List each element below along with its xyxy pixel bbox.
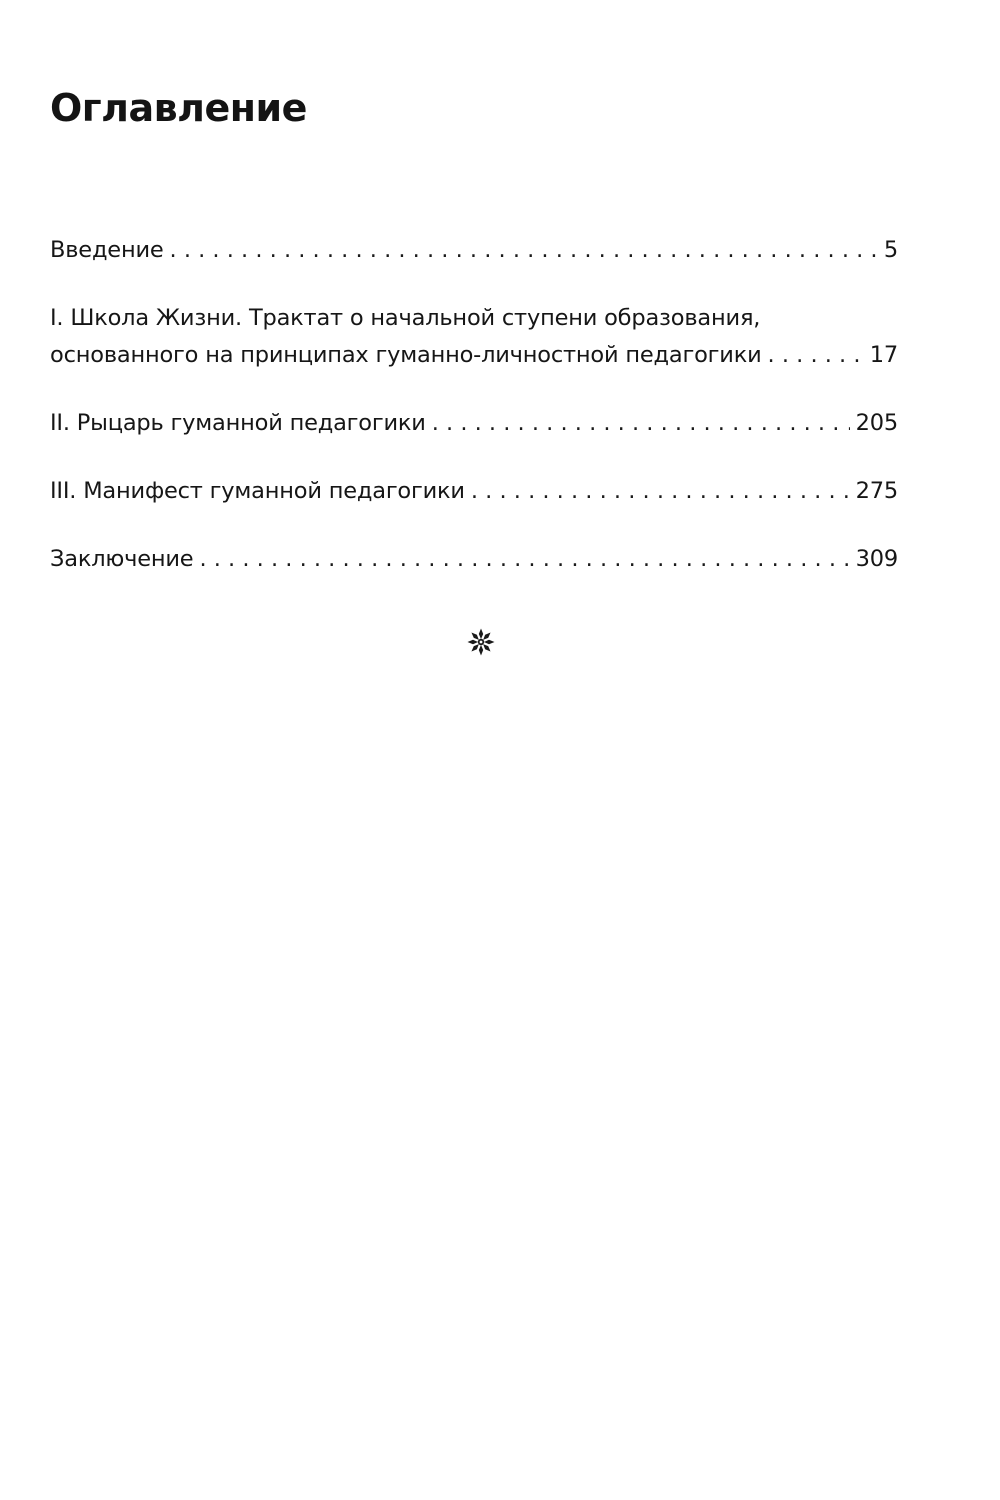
table-of-contents	[50, 232, 898, 609]
dot-leader	[471, 473, 850, 510]
dot-leader	[768, 337, 864, 374]
toc-entry-page: 309	[855, 546, 898, 572]
toc-entry-part-1[interactable]	[50, 300, 898, 374]
toc-entry-title-line-2: основанного на принципах гуманно-личностной педагогики	[50, 342, 762, 368]
dot-leader	[432, 405, 850, 442]
toc-entry-page: 17	[869, 342, 898, 368]
toc-entry-page: 275	[855, 478, 898, 504]
toc-entry-title-line-1: I. Школа Жизни. Трактат о начальной ступени образования,	[50, 305, 761, 331]
toc-entry-title: Введение	[50, 237, 164, 263]
toc-entry-line	[50, 405, 898, 442]
toc-entry-line	[50, 473, 898, 510]
dot-leader	[199, 541, 849, 578]
toc-entry-conclusion[interactable]	[50, 541, 898, 578]
dot-leader	[170, 232, 878, 269]
toc-entry-line	[50, 232, 898, 269]
toc-entry-page: 5	[883, 237, 898, 263]
page-title: Оглавление	[50, 86, 307, 130]
toc-entry-title: III. Манифест гуманной педагогики	[50, 478, 465, 504]
toc-entry-line	[50, 337, 898, 374]
snowflake-ornament-icon	[466, 627, 496, 657]
toc-entry-part-2[interactable]	[50, 405, 898, 442]
toc-entry-page: 205	[855, 410, 898, 436]
toc-entry-line	[50, 541, 898, 578]
toc-entry-title: Заключение	[50, 546, 194, 572]
toc-entry-introduction[interactable]	[50, 232, 898, 269]
toc-entry-title: II. Рыцарь гуманной педагогики	[50, 410, 426, 436]
toc-entry-part-3[interactable]	[50, 473, 898, 510]
